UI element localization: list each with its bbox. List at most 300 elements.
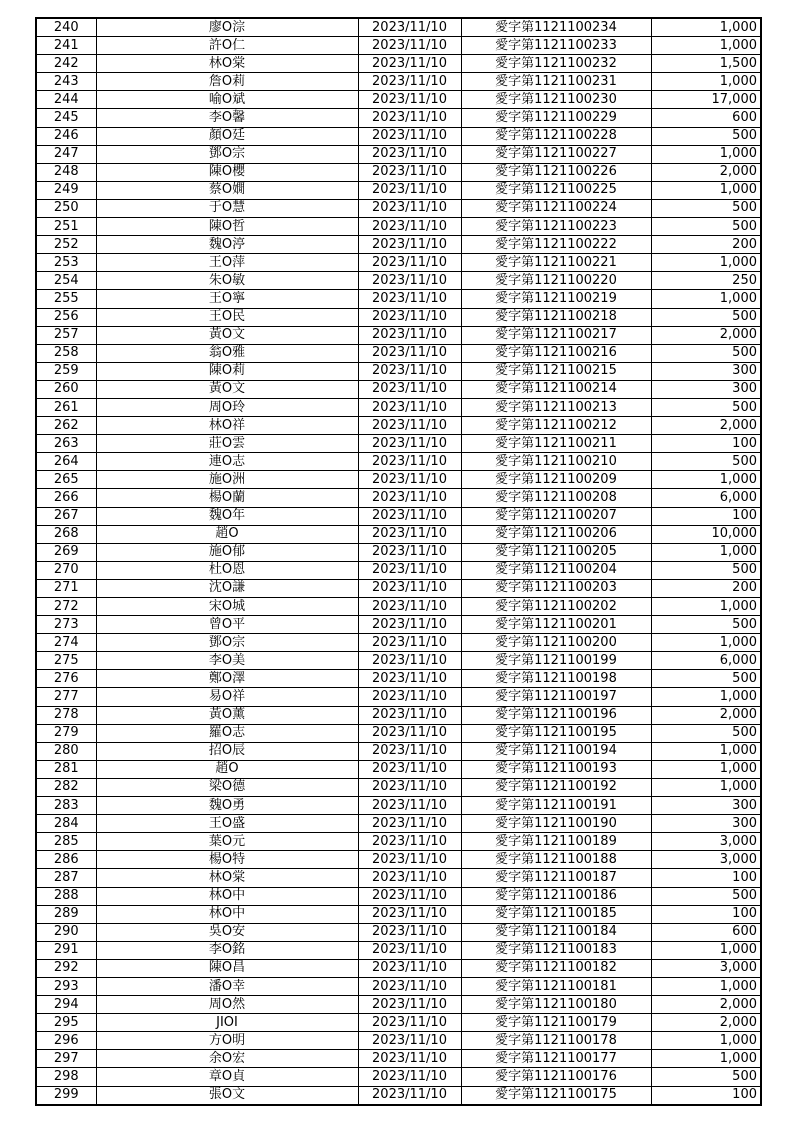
table-row xyxy=(36,18,761,37)
receipt-number: 愛字第1121100226 xyxy=(461,163,651,181)
receipt-number: 愛字第1121100176 xyxy=(461,1068,651,1086)
donation-date: 2023/11/10 xyxy=(358,815,461,833)
donation-amount: 500 xyxy=(651,561,761,579)
receipt-number: 愛字第1121100204 xyxy=(461,561,651,579)
donation-amount: 2,000 xyxy=(651,996,761,1014)
donation-date: 2023/11/10 xyxy=(358,1086,461,1105)
donor-name: 王O民 xyxy=(96,308,358,326)
donor-name: 魏O勇 xyxy=(96,797,358,815)
row-number: 251 xyxy=(36,218,96,236)
donation-date: 2023/11/10 xyxy=(358,561,461,579)
row-number: 286 xyxy=(36,851,96,869)
donation-date: 2023/11/10 xyxy=(358,869,461,887)
row-number: 272 xyxy=(36,598,96,616)
donation-date: 2023/11/10 xyxy=(358,670,461,688)
donor-name: 陳O昌 xyxy=(96,959,358,977)
donation-amount: 300 xyxy=(651,815,761,833)
receipt-number: 愛字第1121100182 xyxy=(461,959,651,977)
table-row xyxy=(36,923,761,941)
receipt-number: 愛字第1121100207 xyxy=(461,507,651,525)
row-number: 297 xyxy=(36,1050,96,1068)
donor-name: 施O洲 xyxy=(96,471,358,489)
receipt-number: 愛字第1121100179 xyxy=(461,1014,651,1032)
donation-amount: 2,000 xyxy=(651,326,761,344)
row-number: 276 xyxy=(36,670,96,688)
donation-date: 2023/11/10 xyxy=(358,380,461,398)
table-row xyxy=(36,543,761,561)
row-number: 244 xyxy=(36,91,96,109)
receipt-number: 愛字第1121100205 xyxy=(461,543,651,561)
donation-amount: 3,000 xyxy=(651,959,761,977)
row-number: 259 xyxy=(36,362,96,380)
donor-name: 蔡O嫺 xyxy=(96,181,358,199)
receipt-number: 愛字第1121100212 xyxy=(461,417,651,435)
donation-amount: 1,500 xyxy=(651,55,761,73)
donation-date: 2023/11/10 xyxy=(358,507,461,525)
donation-amount: 1,000 xyxy=(651,977,761,995)
receipt-number: 愛字第1121100227 xyxy=(461,145,651,163)
donor-name: 王O盛 xyxy=(96,815,358,833)
donor-name: 喻O斌 xyxy=(96,91,358,109)
table-row xyxy=(36,634,761,652)
receipt-number: 愛字第1121100206 xyxy=(461,525,651,543)
table-row xyxy=(36,127,761,145)
receipt-number: 愛字第1121100209 xyxy=(461,471,651,489)
donor-name: 楊O特 xyxy=(96,851,358,869)
donor-name: 楊O蘭 xyxy=(96,489,358,507)
row-number: 278 xyxy=(36,706,96,724)
row-number: 248 xyxy=(36,163,96,181)
receipt-number: 愛字第1121100183 xyxy=(461,941,651,959)
row-number: 295 xyxy=(36,1014,96,1032)
row-number: 274 xyxy=(36,634,96,652)
donation-amount: 500 xyxy=(651,199,761,217)
table-row xyxy=(36,905,761,923)
donation-date: 2023/11/10 xyxy=(358,145,461,163)
receipt-number: 愛字第1121100230 xyxy=(461,91,651,109)
donation-date: 2023/11/10 xyxy=(358,996,461,1014)
donor-name: 杜O恩 xyxy=(96,561,358,579)
donation-amount: 1,000 xyxy=(651,73,761,91)
donation-date: 2023/11/10 xyxy=(358,181,461,199)
row-number: 242 xyxy=(36,55,96,73)
table-row xyxy=(36,73,761,91)
row-number: 240 xyxy=(36,18,96,37)
row-number: 282 xyxy=(36,778,96,796)
donation-date: 2023/11/10 xyxy=(358,489,461,507)
donation-amount: 1,000 xyxy=(651,778,761,796)
donor-name: 連O志 xyxy=(96,453,358,471)
table-row xyxy=(36,760,761,778)
donation-amount: 200 xyxy=(651,236,761,254)
row-number: 252 xyxy=(36,236,96,254)
donation-amount: 1,000 xyxy=(651,1032,761,1050)
row-number: 290 xyxy=(36,923,96,941)
row-number: 268 xyxy=(36,525,96,543)
table-row xyxy=(36,236,761,254)
donor-name: 施O郁 xyxy=(96,543,358,561)
receipt-number: 愛字第1121100213 xyxy=(461,398,651,416)
receipt-number: 愛字第1121100186 xyxy=(461,887,651,905)
table-row xyxy=(36,55,761,73)
donor-name: 鄭O澤 xyxy=(96,670,358,688)
donation-date: 2023/11/10 xyxy=(358,778,461,796)
table-row xyxy=(36,706,761,724)
donation-amount: 100 xyxy=(651,869,761,887)
donation-date: 2023/11/10 xyxy=(358,417,461,435)
donation-date: 2023/11/10 xyxy=(358,688,461,706)
table-row xyxy=(36,380,761,398)
table-row xyxy=(36,290,761,308)
donor-name: 章O貞 xyxy=(96,1068,358,1086)
donation-date: 2023/11/10 xyxy=(358,1050,461,1068)
donation-amount: 500 xyxy=(651,308,761,326)
donation-date: 2023/11/10 xyxy=(358,742,461,760)
donation-amount: 500 xyxy=(651,724,761,742)
row-number: 287 xyxy=(36,869,96,887)
donation-amount: 2,000 xyxy=(651,417,761,435)
row-number: 249 xyxy=(36,181,96,199)
donation-amount: 500 xyxy=(651,127,761,145)
donation-date: 2023/11/10 xyxy=(358,941,461,959)
row-number: 256 xyxy=(36,308,96,326)
row-number: 270 xyxy=(36,561,96,579)
receipt-number: 愛字第1121100192 xyxy=(461,778,651,796)
receipt-number: 愛字第1121100191 xyxy=(461,797,651,815)
donation-date: 2023/11/10 xyxy=(358,109,461,127)
receipt-number: 愛字第1121100218 xyxy=(461,308,651,326)
table-row xyxy=(36,398,761,416)
donor-name: 黃O文 xyxy=(96,380,358,398)
donor-name: 林O中 xyxy=(96,905,358,923)
donation-date: 2023/11/10 xyxy=(358,616,461,634)
donation-date: 2023/11/10 xyxy=(358,326,461,344)
table-row xyxy=(36,742,761,760)
donation-amount: 2,000 xyxy=(651,706,761,724)
table-row xyxy=(36,797,761,815)
donation-date: 2023/11/10 xyxy=(358,652,461,670)
donor-name: 余O宏 xyxy=(96,1050,358,1068)
donation-date: 2023/11/10 xyxy=(358,290,461,308)
receipt-number: 愛字第1121100215 xyxy=(461,362,651,380)
donor-name: 林O棠 xyxy=(96,869,358,887)
receipt-number: 愛字第1121100202 xyxy=(461,598,651,616)
row-number: 271 xyxy=(36,579,96,597)
table-row xyxy=(36,507,761,525)
receipt-number: 愛字第1121100222 xyxy=(461,236,651,254)
table-row xyxy=(36,199,761,217)
receipt-number: 愛字第1121100224 xyxy=(461,199,651,217)
donation-amount: 300 xyxy=(651,362,761,380)
receipt-number: 愛字第1121100178 xyxy=(461,1032,651,1050)
receipt-number: 愛字第1121100188 xyxy=(461,851,651,869)
row-number: 299 xyxy=(36,1086,96,1105)
table-row xyxy=(36,887,761,905)
donation-amount: 500 xyxy=(651,670,761,688)
row-number: 265 xyxy=(36,471,96,489)
row-number: 291 xyxy=(36,941,96,959)
table-row xyxy=(36,1068,761,1086)
donation-amount: 500 xyxy=(651,1068,761,1086)
table-row xyxy=(36,163,761,181)
donor-name: 魏O年 xyxy=(96,507,358,525)
receipt-number: 愛字第1121100211 xyxy=(461,435,651,453)
donation-table-body xyxy=(36,18,761,1105)
table-row xyxy=(36,815,761,833)
donation-amount: 1,000 xyxy=(651,760,761,778)
table-row xyxy=(36,254,761,272)
receipt-number: 愛字第1121100195 xyxy=(461,724,651,742)
receipt-number: 愛字第1121100187 xyxy=(461,869,651,887)
donation-amount: 1,000 xyxy=(651,742,761,760)
donation-amount: 1,000 xyxy=(651,145,761,163)
row-number: 241 xyxy=(36,37,96,55)
donation-amount: 300 xyxy=(651,380,761,398)
row-number: 284 xyxy=(36,815,96,833)
donor-name: 方O明 xyxy=(96,1032,358,1050)
donor-name: 林O中 xyxy=(96,887,358,905)
donor-name: 鄧O宗 xyxy=(96,634,358,652)
donation-amount: 100 xyxy=(651,1086,761,1105)
donation-amount: 2,000 xyxy=(651,163,761,181)
donation-amount: 1,000 xyxy=(651,37,761,55)
table-row xyxy=(36,688,761,706)
row-number: 281 xyxy=(36,760,96,778)
donation-date: 2023/11/10 xyxy=(358,218,461,236)
donation-amount: 6,000 xyxy=(651,652,761,670)
donation-date: 2023/11/10 xyxy=(358,634,461,652)
donor-name: 羅O志 xyxy=(96,724,358,742)
table-row xyxy=(36,598,761,616)
donation-amount: 1,000 xyxy=(651,290,761,308)
receipt-number: 愛字第1121100228 xyxy=(461,127,651,145)
donation-date: 2023/11/10 xyxy=(358,37,461,55)
donation-date: 2023/11/10 xyxy=(358,851,461,869)
receipt-number: 愛字第1121100225 xyxy=(461,181,651,199)
table-row xyxy=(36,778,761,796)
table-row xyxy=(36,525,761,543)
table-row xyxy=(36,977,761,995)
donation-date: 2023/11/10 xyxy=(358,598,461,616)
donation-amount: 6,000 xyxy=(651,489,761,507)
row-number: 247 xyxy=(36,145,96,163)
receipt-number: 愛字第1121100181 xyxy=(461,977,651,995)
donor-name: 黃O文 xyxy=(96,326,358,344)
donor-name: 李O銘 xyxy=(96,941,358,959)
receipt-number: 愛字第1121100200 xyxy=(461,634,651,652)
row-number: 277 xyxy=(36,688,96,706)
row-number: 263 xyxy=(36,435,96,453)
receipt-number: 愛字第1121100184 xyxy=(461,923,651,941)
table-row xyxy=(36,417,761,435)
donation-date: 2023/11/10 xyxy=(358,344,461,362)
donor-name: 招O辰 xyxy=(96,742,358,760)
row-number: 280 xyxy=(36,742,96,760)
donation-amount: 500 xyxy=(651,398,761,416)
donation-amount: 500 xyxy=(651,453,761,471)
donor-name: JIOI xyxy=(96,1014,358,1032)
table-row xyxy=(36,91,761,109)
receipt-number: 愛字第1121100199 xyxy=(461,652,651,670)
donation-amount: 10,000 xyxy=(651,525,761,543)
donation-amount: 100 xyxy=(651,507,761,525)
donor-name: 陳O哲 xyxy=(96,218,358,236)
table-row xyxy=(36,561,761,579)
receipt-number: 愛字第1121100223 xyxy=(461,218,651,236)
row-number: 261 xyxy=(36,398,96,416)
donation-date: 2023/11/10 xyxy=(358,1014,461,1032)
donation-amount: 100 xyxy=(651,905,761,923)
donor-name: 張O文 xyxy=(96,1086,358,1105)
donation-date: 2023/11/10 xyxy=(358,543,461,561)
row-number: 243 xyxy=(36,73,96,91)
row-number: 294 xyxy=(36,996,96,1014)
donation-date: 2023/11/10 xyxy=(358,706,461,724)
donation-amount: 500 xyxy=(651,218,761,236)
receipt-number: 愛字第1121100217 xyxy=(461,326,651,344)
donor-name: 潘O幸 xyxy=(96,977,358,995)
donor-name: 顏O廷 xyxy=(96,127,358,145)
table-row xyxy=(36,851,761,869)
receipt-number: 愛字第1121100233 xyxy=(461,37,651,55)
receipt-number: 愛字第1121100221 xyxy=(461,254,651,272)
donor-name: 黃O薰 xyxy=(96,706,358,724)
donation-amount: 200 xyxy=(651,579,761,597)
receipt-number: 愛字第1121100201 xyxy=(461,616,651,634)
donation-date: 2023/11/10 xyxy=(358,923,461,941)
receipt-number: 愛字第1121100197 xyxy=(461,688,651,706)
donation-date: 2023/11/10 xyxy=(358,525,461,543)
donor-name: 王O寧 xyxy=(96,290,358,308)
receipt-number: 愛字第1121100193 xyxy=(461,760,651,778)
donor-name: 翁O雅 xyxy=(96,344,358,362)
row-number: 254 xyxy=(36,272,96,290)
table-row xyxy=(36,869,761,887)
table-row xyxy=(36,1014,761,1032)
table-row xyxy=(36,308,761,326)
receipt-number: 愛字第1121100208 xyxy=(461,489,651,507)
donation-date: 2023/11/10 xyxy=(358,362,461,380)
donor-name: 陳O櫻 xyxy=(96,163,358,181)
table-row xyxy=(36,435,761,453)
donor-name: 葉O元 xyxy=(96,833,358,851)
donation-amount: 500 xyxy=(651,344,761,362)
receipt-number: 愛字第1121100180 xyxy=(461,996,651,1014)
donation-date: 2023/11/10 xyxy=(358,55,461,73)
row-number: 298 xyxy=(36,1068,96,1086)
table-row xyxy=(36,181,761,199)
donor-name: 趙O xyxy=(96,525,358,543)
donation-amount: 1,000 xyxy=(651,598,761,616)
donor-name: 詹O莉 xyxy=(96,73,358,91)
donation-amount: 17,000 xyxy=(651,91,761,109)
donor-name: 梁O德 xyxy=(96,778,358,796)
table-row xyxy=(36,833,761,851)
receipt-number: 愛字第1121100185 xyxy=(461,905,651,923)
donor-name: 鄧O宗 xyxy=(96,145,358,163)
donation-date: 2023/11/10 xyxy=(358,453,461,471)
receipt-number: 愛字第1121100216 xyxy=(461,344,651,362)
row-number: 289 xyxy=(36,905,96,923)
table-row xyxy=(36,362,761,380)
table-row xyxy=(36,579,761,597)
row-number: 258 xyxy=(36,344,96,362)
donation-date: 2023/11/10 xyxy=(358,163,461,181)
row-number: 267 xyxy=(36,507,96,525)
donation-table xyxy=(35,17,762,1106)
donor-name: 沈O謙 xyxy=(96,579,358,597)
donor-name: 易O祥 xyxy=(96,688,358,706)
row-number: 293 xyxy=(36,977,96,995)
donor-name: 趙O xyxy=(96,760,358,778)
donation-amount: 1,000 xyxy=(651,543,761,561)
donation-amount: 300 xyxy=(651,797,761,815)
table-row xyxy=(36,453,761,471)
donation-date: 2023/11/10 xyxy=(358,73,461,91)
donation-date: 2023/11/10 xyxy=(358,18,461,37)
receipt-number: 愛字第1121100232 xyxy=(461,55,651,73)
donation-date: 2023/11/10 xyxy=(358,797,461,815)
donation-amount: 500 xyxy=(651,616,761,634)
donation-amount: 250 xyxy=(651,272,761,290)
donor-name: 林O祥 xyxy=(96,417,358,435)
receipt-number: 愛字第1121100220 xyxy=(461,272,651,290)
receipt-number: 愛字第1121100234 xyxy=(461,18,651,37)
table-row xyxy=(36,344,761,362)
table-row xyxy=(36,1086,761,1105)
donation-date: 2023/11/10 xyxy=(358,887,461,905)
row-number: 275 xyxy=(36,652,96,670)
table-row xyxy=(36,489,761,507)
donor-name: 曾O平 xyxy=(96,616,358,634)
donation-amount: 3,000 xyxy=(651,833,761,851)
row-number: 279 xyxy=(36,724,96,742)
table-row xyxy=(36,941,761,959)
donation-date: 2023/11/10 xyxy=(358,1068,461,1086)
donor-name: 于O慧 xyxy=(96,199,358,217)
table-row xyxy=(36,616,761,634)
donation-amount: 600 xyxy=(651,923,761,941)
donation-amount: 3,000 xyxy=(651,851,761,869)
donor-name: 莊O雲 xyxy=(96,435,358,453)
donation-amount: 1,000 xyxy=(651,688,761,706)
donation-date: 2023/11/10 xyxy=(358,833,461,851)
donor-name: 李O美 xyxy=(96,652,358,670)
receipt-number: 愛字第1121100196 xyxy=(461,706,651,724)
table-row xyxy=(36,109,761,127)
receipt-number: 愛字第1121100229 xyxy=(461,109,651,127)
donation-amount: 1,000 xyxy=(651,471,761,489)
donation-date: 2023/11/10 xyxy=(358,236,461,254)
receipt-number: 愛字第1121100190 xyxy=(461,815,651,833)
table-row xyxy=(36,724,761,742)
donor-name: 廖O淙 xyxy=(96,18,358,37)
donation-date: 2023/11/10 xyxy=(358,91,461,109)
donation-date: 2023/11/10 xyxy=(358,435,461,453)
donor-name: 朱O敏 xyxy=(96,272,358,290)
donation-date: 2023/11/10 xyxy=(358,760,461,778)
table-row xyxy=(36,326,761,344)
row-number: 246 xyxy=(36,127,96,145)
donation-date: 2023/11/10 xyxy=(358,471,461,489)
donor-name: 周O玲 xyxy=(96,398,358,416)
donor-name: 吳O安 xyxy=(96,923,358,941)
row-number: 296 xyxy=(36,1032,96,1050)
table-row xyxy=(36,652,761,670)
receipt-number: 愛字第1121100198 xyxy=(461,670,651,688)
donor-name: 王O萍 xyxy=(96,254,358,272)
donor-name: 魏O渟 xyxy=(96,236,358,254)
